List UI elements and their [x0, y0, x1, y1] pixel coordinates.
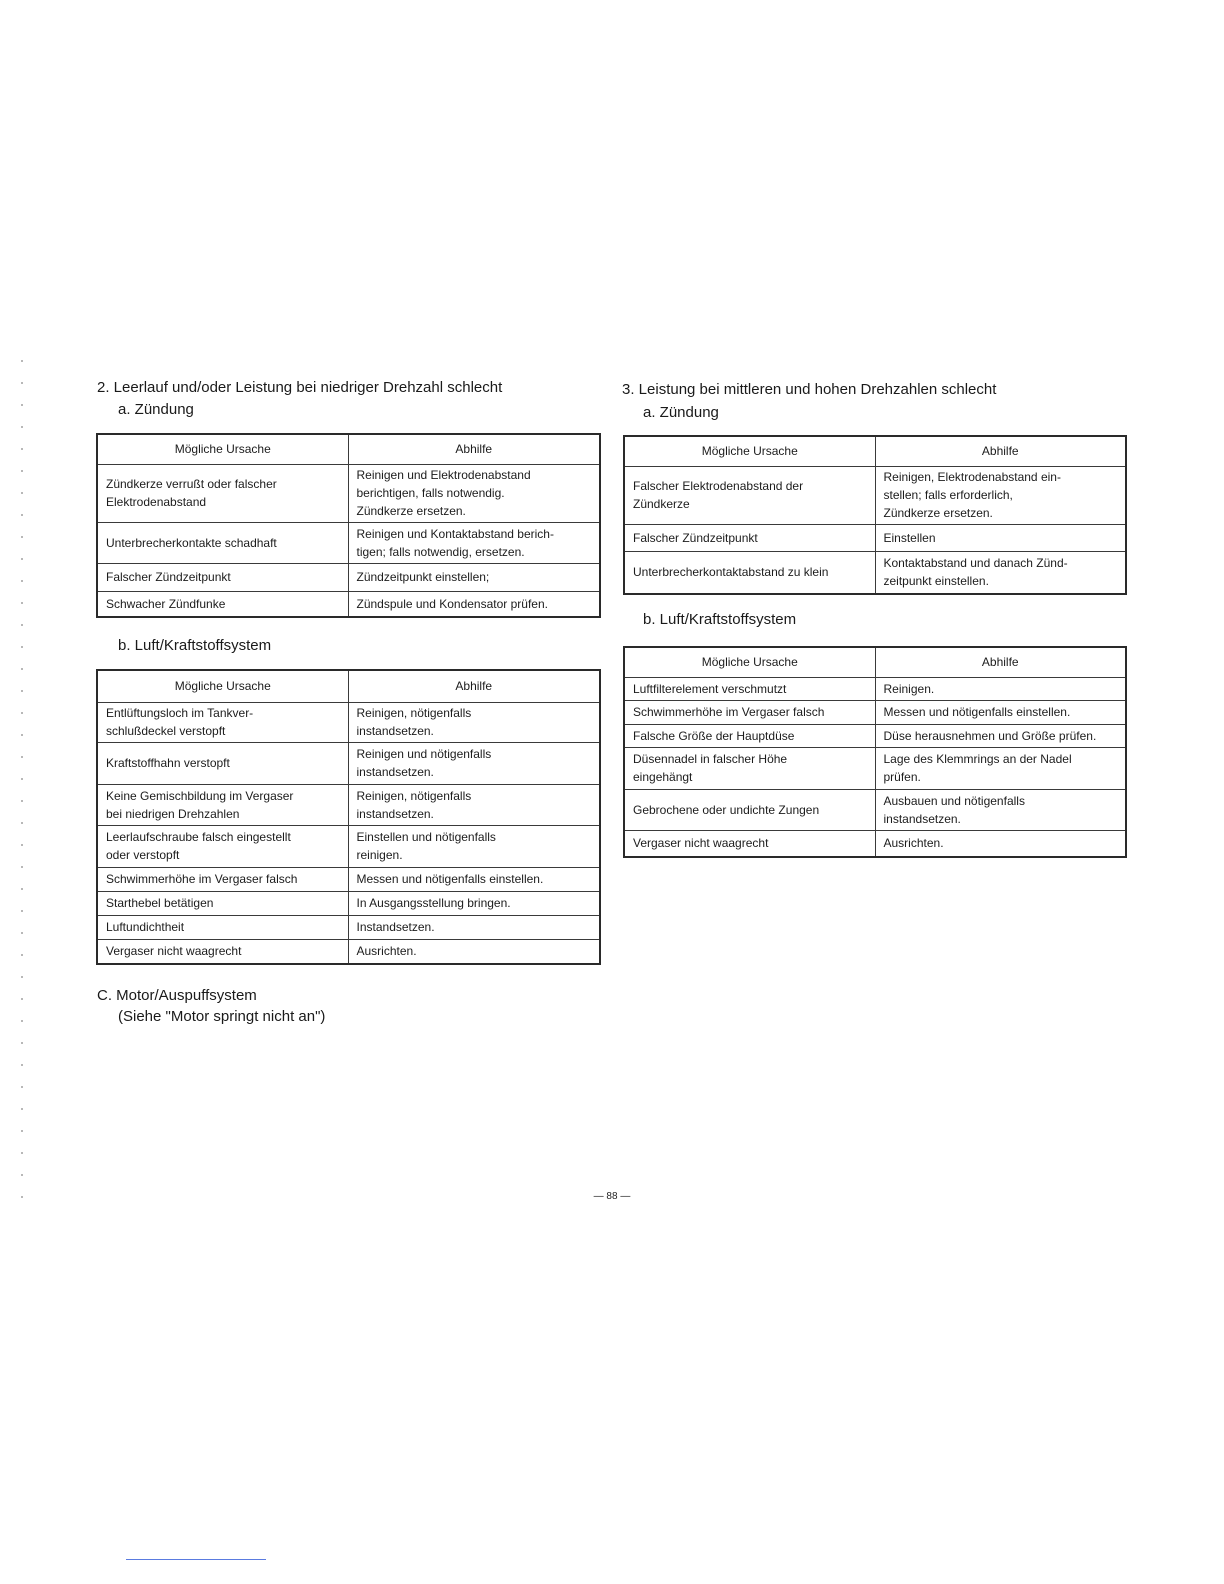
table-row: [97, 939, 600, 964]
remedy-cell: Instandsetzen.: [348, 915, 600, 939]
remedy-cell: Ausrichten.: [875, 830, 1126, 857]
section2-sub-a: a. Zündung: [118, 401, 194, 418]
remedy-cell: Einstellen: [875, 524, 1126, 551]
header-cause: Mögliche Ursache: [97, 670, 348, 702]
header-remedy: Abhilfe: [875, 436, 1126, 466]
table-row: [97, 563, 600, 591]
section2-sub-c-note: (Siehe "Motor springt nicht an"): [118, 1008, 326, 1025]
remedy-cell: Ausrichten.: [348, 939, 600, 964]
cause-cell: Falscher Zündzeitpunkt: [624, 524, 875, 551]
remedy-cell: Lage des Klemmrings an der Nadel prüfen.: [875, 747, 1126, 789]
remedy-cell: Reinigen, Elektrodenabstand ein- stellen; falls erforderlich, Zündkerze ersetzen.: [875, 466, 1126, 524]
table-row: [624, 830, 1126, 857]
header-cause: Mögliche Ursache: [624, 647, 875, 677]
table-row: [97, 784, 600, 825]
cause-cell: Vergaser nicht waagrecht: [624, 830, 875, 857]
remedy-cell: Reinigen.: [875, 677, 1126, 700]
remedy-cell: Einstellen und nötigenfalls reinigen.: [348, 825, 600, 867]
table-row: [97, 891, 600, 915]
cause-cell: Düsennadel in falscher Höhe eingehängt: [624, 747, 875, 789]
cause-cell: Falscher Elektrodenabstand der Zündkerze: [624, 466, 875, 524]
remedy-cell: Zündzeitpunkt einstellen;: [348, 563, 600, 591]
cause-cell: Schwacher Zündfunke: [97, 591, 348, 617]
cause-cell: Falscher Zündzeitpunkt: [97, 563, 348, 591]
header-remedy: Abhilfe: [348, 434, 600, 464]
remedy-cell: Kontaktabstand und danach Zünd- zeitpunkt einstellen.: [875, 551, 1126, 594]
remedy-cell: In Ausgangsstellung bringen.: [348, 891, 600, 915]
remedy-cell: Messen und nötigenfalls einstellen.: [875, 700, 1126, 724]
remedy-cell: Messen und nötigenfalls einstellen.: [348, 867, 600, 891]
remedy-cell: Ausbauen und nötigenfalls instandsetzen.: [875, 789, 1126, 830]
header-remedy: Abhilfe: [875, 647, 1126, 677]
table-row: [97, 464, 600, 522]
section2-sub-b: b. Luft/Kraftstoffsystem: [118, 637, 272, 654]
cause-cell: Luftundichtheit: [97, 915, 348, 939]
cause-cell: Luftfilterelement verschmutzt: [624, 677, 875, 700]
table-header-row: [624, 436, 1126, 466]
section3-sub-a: a. Zündung: [643, 404, 719, 421]
table-row: [624, 466, 1126, 524]
table-header-row: [97, 434, 600, 464]
cause-cell: Kraftstoffhahn verstopft: [97, 742, 348, 784]
table-row: [624, 551, 1126, 594]
table-row: [97, 742, 600, 784]
remedy-cell: Reinigen und Elektrodenabstand berichtigen, falls notwendig. Zündkerze ersetzen.: [348, 464, 600, 522]
cause-cell: Unterbrecherkontaktabstand zu klein: [624, 551, 875, 594]
section2-table-b: [96, 669, 601, 965]
table-row: [97, 915, 600, 939]
page-number: — 88 —: [593, 1191, 631, 1202]
header-cause: Mögliche Ursache: [97, 434, 348, 464]
table-row: [97, 522, 600, 563]
table-row: [97, 825, 600, 867]
remedy-cell: Reinigen, nötigenfalls instandsetzen.: [348, 702, 600, 742]
cause-cell: Leerlaufschraube falsch eingestellt oder verstopft: [97, 825, 348, 867]
table-row: [624, 789, 1126, 830]
header-cause: Mögliche Ursache: [624, 436, 875, 466]
section3-title: 3. Leistung bei mittleren und hohen Drehzahlen schlecht: [622, 381, 997, 398]
header-remedy: Abhilfe: [348, 670, 600, 702]
remedy-cell: Düse herausnehmen und Größe prüfen.: [875, 724, 1126, 747]
section3-sub-b: b. Luft/Kraftstoffsystem: [643, 611, 797, 628]
cause-cell: Keine Gemischbildung im Vergaser bei niedrigen Drehzahlen: [97, 784, 348, 825]
table-row: [624, 700, 1126, 724]
cause-cell: Starthebel betätigen: [97, 891, 348, 915]
section2-title: 2. Leerlauf und/oder Leistung bei niedriger Drehzahl schlecht: [97, 379, 503, 396]
remedy-cell: Zündspule und Kondensator prüfen.: [348, 591, 600, 617]
table-row: [97, 867, 600, 891]
margin-ticks: [21, 360, 23, 1200]
blue-rule: [126, 1559, 266, 1560]
table-row: [624, 524, 1126, 551]
section2-sub-c: C. Motor/Auspuffsystem: [97, 987, 257, 1004]
table-row: [97, 591, 600, 617]
table-row: [624, 747, 1126, 789]
remedy-cell: Reinigen und Kontaktabstand berich- tigen; falls notwendig, ersetzen.: [348, 522, 600, 563]
cause-cell: Entlüftungsloch im Tankver- schlußdeckel verstopft: [97, 702, 348, 742]
table-row: [624, 724, 1126, 747]
cause-cell: Gebrochene oder undichte Zungen: [624, 789, 875, 830]
cause-cell: Schwimmerhöhe im Vergaser falsch: [97, 867, 348, 891]
table-header-row: [97, 670, 600, 702]
section3-table-a: [623, 435, 1127, 595]
cause-cell: Falsche Größe der Hauptdüse: [624, 724, 875, 747]
section2-table-a: [96, 433, 601, 618]
cause-cell: Vergaser nicht waagrecht: [97, 939, 348, 964]
table-row: [624, 677, 1126, 700]
remedy-cell: Reinigen, nötigenfalls instandsetzen.: [348, 784, 600, 825]
remedy-cell: Reinigen und nötigenfalls instandsetzen.: [348, 742, 600, 784]
cause-cell: Schwimmerhöhe im Vergaser falsch: [624, 700, 875, 724]
cause-cell: Zündkerze verrußt oder falscher Elektrodenabstand: [97, 464, 348, 522]
table-header-row: [624, 647, 1126, 677]
section3-table-b: [623, 646, 1127, 858]
table-row: [97, 702, 600, 742]
cause-cell: Unterbrecherkontakte schadhaft: [97, 522, 348, 563]
